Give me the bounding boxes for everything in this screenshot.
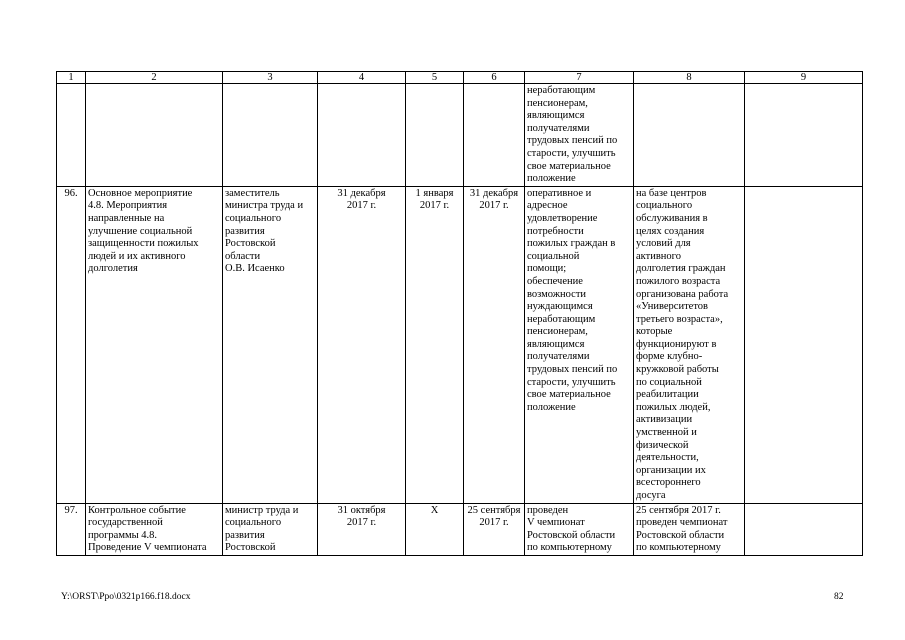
table-cell <box>57 84 86 187</box>
cell-line: 1 января <box>415 187 454 199</box>
cell-line: людей и их активного <box>88 250 186 262</box>
table-cell <box>406 84 464 187</box>
cell-line: функционируют в <box>636 338 717 350</box>
cell-line: активного <box>636 250 681 262</box>
cell-line: физической <box>636 439 689 451</box>
header-cell: 9 <box>745 72 863 84</box>
header-cell: 6 <box>464 72 525 84</box>
activity-cell <box>86 503 223 555</box>
cell-line: Ростовской <box>225 238 276 250</box>
cell-line: 2017 г. <box>346 200 377 212</box>
header-row <box>57 72 863 84</box>
cell-line: Х <box>430 504 439 516</box>
cell-line: являющимся <box>527 110 585 122</box>
cell-line: оперативное и <box>527 187 592 199</box>
cell-line: государственной <box>88 517 163 529</box>
cell-line: на базе центров <box>636 187 707 199</box>
cell-line: адресное <box>527 200 568 212</box>
cell-line: трудовых пенсий по <box>527 364 618 376</box>
cell-line: свое материальное <box>527 160 611 172</box>
cell-line: 31 декабря <box>337 187 386 199</box>
cell-line: Ростовской <box>225 542 276 554</box>
cell-line: заместитель <box>225 187 280 199</box>
cell-line: старости, улучшить <box>527 147 616 159</box>
cell-line: пожилых граждан в <box>527 238 616 250</box>
cell-line: Проведение V чемпионата <box>88 542 207 554</box>
table-row-continued <box>57 84 863 187</box>
cell-line: активизации <box>636 414 693 426</box>
cell-line: всестороннего <box>636 477 701 489</box>
cell-line: проведен <box>527 504 569 516</box>
cell-line: социального <box>636 200 693 212</box>
cell-line: обслуживания в <box>636 212 708 224</box>
cell-line: программы 4.8. <box>88 529 158 541</box>
cell-line: Контрольное событие <box>88 504 186 516</box>
activity-cell <box>86 186 223 503</box>
table-row-96 <box>57 186 863 503</box>
cell-line: удовлетворение <box>527 212 598 224</box>
cell-line: организации их <box>636 464 706 476</box>
cell-line: 31 декабря <box>469 187 519 199</box>
cell-line: проведен чемпионат <box>636 517 728 529</box>
page-number: 82 <box>834 592 844 602</box>
header-cell: 7 <box>525 72 634 84</box>
expected-result-cell <box>525 186 634 503</box>
cell-line: социальной <box>527 250 580 262</box>
planned-date-cell <box>318 503 406 555</box>
cell-line: защищенности пожилых <box>88 238 199 250</box>
table-cell <box>318 84 406 187</box>
cell-line: досуга <box>636 490 666 501</box>
planned-date-cell <box>318 186 406 503</box>
cell-line: улучшение социальной <box>88 225 193 237</box>
actual-result-cell <box>634 503 745 555</box>
cell-line: социального <box>225 212 282 224</box>
cell-line: развития <box>225 225 265 237</box>
cell-line: являющимся <box>527 338 585 350</box>
row-number: 96. <box>57 186 86 503</box>
cell-line: форме клубно- <box>636 351 703 363</box>
cell-line: по компьютерному <box>636 542 721 554</box>
cell-line: нуждающимся <box>527 301 593 313</box>
cell-line: неработающим <box>527 85 596 96</box>
cell-line: которые <box>636 326 673 338</box>
cell-line: «Университетов <box>636 301 708 313</box>
cell-line: 2017 г. <box>346 517 377 529</box>
cell-line: кружковой работы <box>636 364 719 376</box>
cell-line: умственной и <box>636 427 697 439</box>
cell-line: 2017 г. <box>479 517 509 529</box>
cell-line: социального <box>225 517 282 529</box>
cell-line: 2017 г. <box>479 200 509 212</box>
table-cell <box>223 84 318 187</box>
cell-line: 25 сентября <box>467 504 521 516</box>
plan-table <box>56 71 863 556</box>
cell-line: 4.8. Мероприятия <box>88 200 168 212</box>
cell-line: области <box>225 250 261 262</box>
header-cell: 8 <box>634 72 745 84</box>
table-cell <box>745 84 863 187</box>
responsible-cell <box>223 186 318 503</box>
cell-line: развития <box>225 529 265 541</box>
cell-line: обеспечение <box>527 275 583 287</box>
cell-line: возможности <box>527 288 587 300</box>
cell-line: потребности <box>527 225 584 237</box>
header-cell: 2 <box>86 72 223 84</box>
header-cell: 3 <box>223 72 318 84</box>
cell-line: долголетия <box>88 263 138 275</box>
cell-line: деятельности, <box>636 452 699 464</box>
cell-line: помощи; <box>527 263 567 275</box>
cell-line: министр труда и <box>225 504 299 516</box>
expected-result-cell <box>525 503 634 555</box>
row-number: 97. <box>57 503 86 555</box>
cell-line: пожилых людей, <box>636 401 711 413</box>
table-cell <box>634 84 745 187</box>
cell-line: О.В. Исаенко <box>225 263 285 275</box>
end-date-cell <box>464 503 525 555</box>
cell-line: старости, улучшить <box>527 376 616 388</box>
table-cell <box>86 84 223 187</box>
cell-line: 2017 г. <box>419 200 450 212</box>
cell-line: 31 октября <box>337 504 386 516</box>
table-cell <box>464 84 525 187</box>
cell-line: по социальной <box>636 376 702 388</box>
cell-line: Ростовской области <box>636 529 725 541</box>
table-cell <box>745 186 863 503</box>
cell-line: организована работа <box>636 288 729 300</box>
cell-line: третьего возраста», <box>636 313 723 325</box>
end-date-cell <box>464 186 525 503</box>
responsible-cell <box>223 503 318 555</box>
cell-line: пенсионерам, <box>527 326 588 338</box>
cell-line: 25 сентября 2017 г. <box>636 504 721 516</box>
start-date-cell <box>406 503 464 555</box>
cell-line: положение <box>527 401 576 413</box>
cell-line: направленные на <box>88 212 165 224</box>
cell-line: трудовых пенсий по <box>527 135 618 147</box>
cell-line: неработающим <box>527 313 596 325</box>
cell-line: реабилитации <box>636 389 699 401</box>
cell-line: V чемпионат <box>527 517 585 529</box>
cell-line: целях создания <box>636 225 705 237</box>
cell-line: министра труда и <box>225 200 304 212</box>
result-cell <box>525 84 634 187</box>
cell-line: по компьютерному <box>527 542 612 554</box>
cell-line: Ростовской области <box>527 529 616 541</box>
footer-file-path: Y:\ORST\Ppo\0321p166.f18.docx <box>61 592 191 602</box>
table-row-97 <box>57 503 863 555</box>
header-cell: 5 <box>406 72 464 84</box>
actual-result-cell <box>634 186 745 503</box>
cell-line: получателями <box>527 351 590 363</box>
cell-line: долголетия граждан <box>636 263 726 275</box>
cell-line: свое материальное <box>527 389 611 401</box>
cell-line: пенсионерам, <box>527 97 588 109</box>
cell-line: положение <box>527 173 576 185</box>
cell-line: получателями <box>527 122 590 134</box>
cell-line: пожилого возраста <box>636 275 721 287</box>
start-date-cell <box>406 186 464 503</box>
cell-line: Основное мероприятие <box>88 187 193 199</box>
header-cell: 1 <box>57 72 86 84</box>
table-cell <box>745 503 863 555</box>
cell-line: условий для <box>636 238 691 250</box>
header-cell: 4 <box>318 72 406 84</box>
